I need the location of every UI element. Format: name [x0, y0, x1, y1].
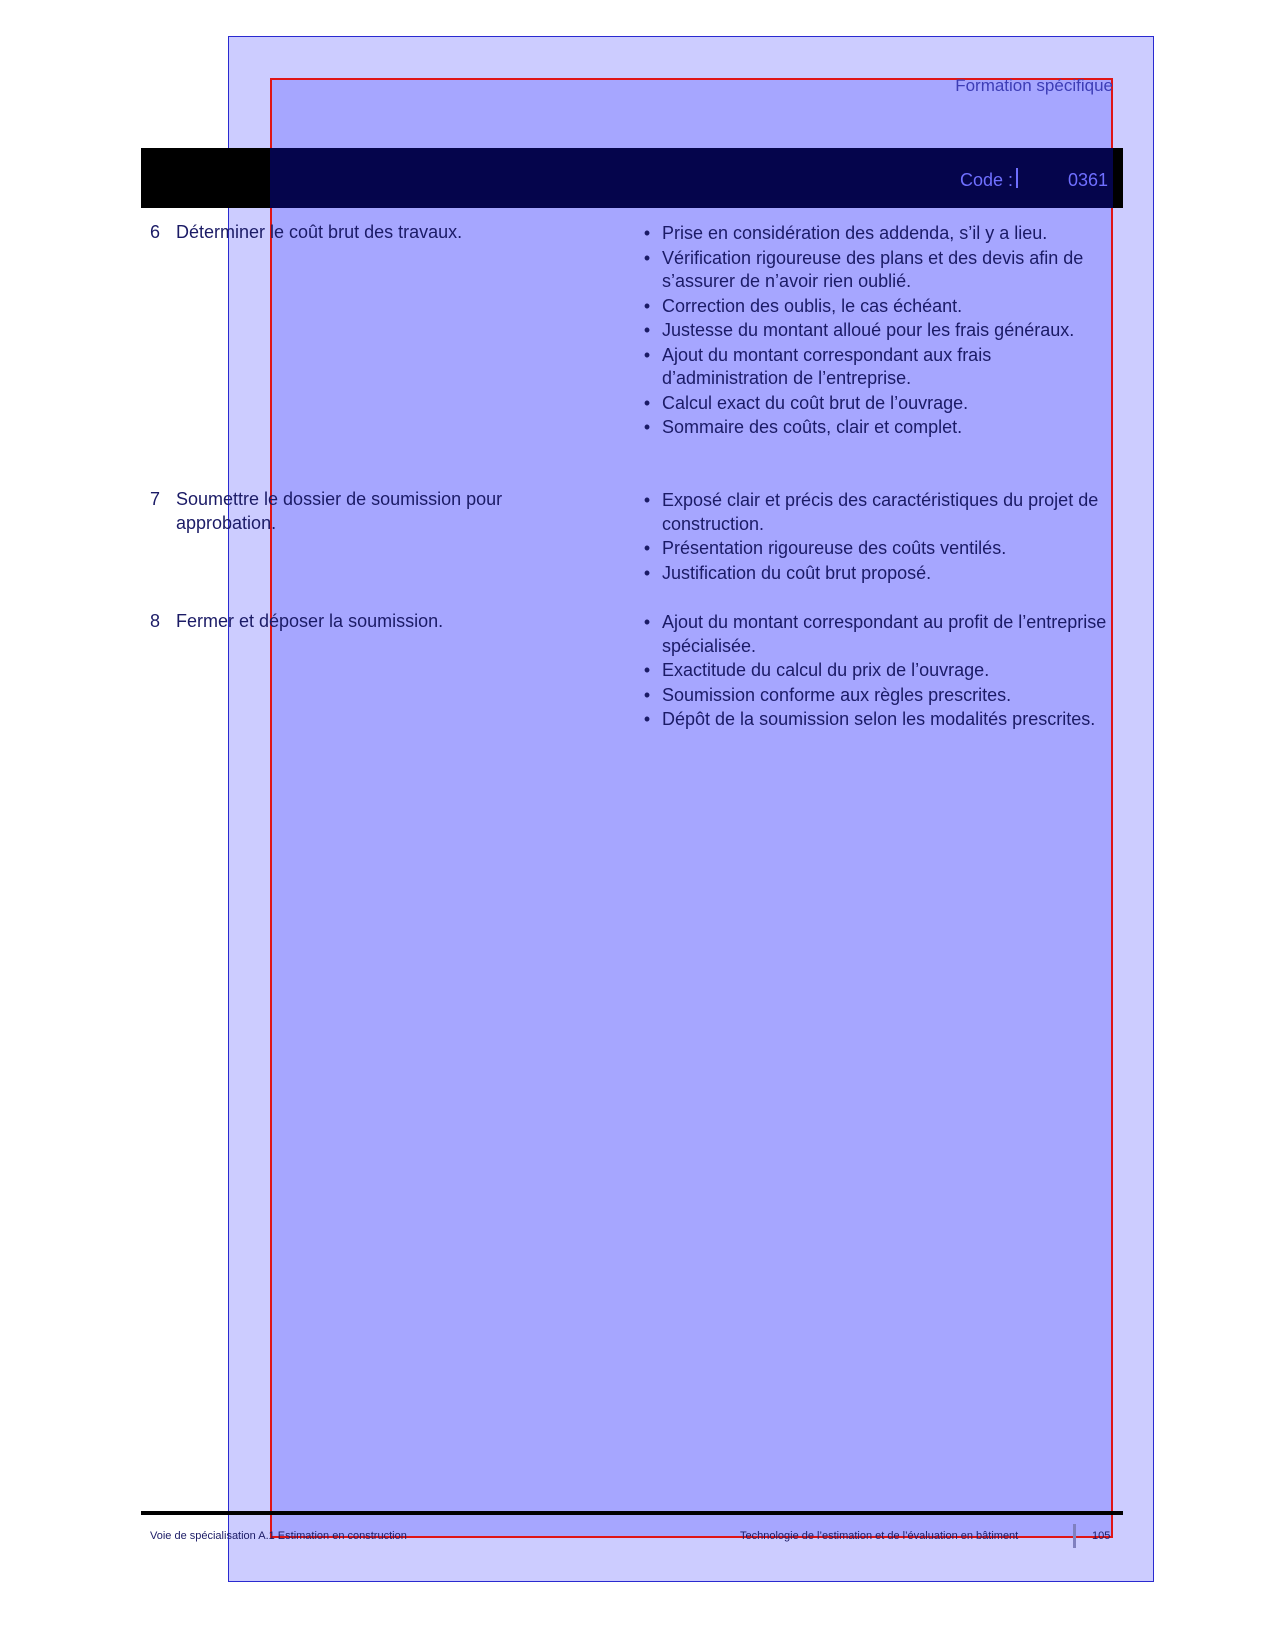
code-label: Code : [960, 170, 1014, 190]
bullet-icon: • [643, 562, 651, 583]
criteria-list-6 [640, 222, 1110, 440]
bullet-icon: • [643, 320, 651, 340]
code-separator [1016, 168, 1018, 188]
criterion-item: • Dépôt de la soumission selon les modalités prescrites. [640, 708, 1110, 732]
criterion-item: • Exposé clair et précis des caractéristiques du projet de construction. [640, 489, 1110, 536]
bullet-icon: • [643, 612, 651, 632]
step-number: 6 [150, 222, 161, 242]
page-number: 105 [1092, 1530, 1111, 1542]
bullet-icon: • [643, 417, 651, 437]
running-title: Formation spécifique [955, 76, 1113, 95]
step-number: 8 [150, 611, 161, 631]
step-8 [150, 609, 576, 633]
bullet-icon: • [643, 490, 651, 510]
criteria-list-7 [640, 489, 1110, 585]
criterion-item: • Calcul exact du coût brut de l’ouvrage. [640, 392, 1110, 416]
bullet-icon: • [643, 538, 651, 558]
code-value: 0361 [1068, 170, 1109, 190]
bullet-icon: • [643, 223, 651, 243]
bullet-icon: • [643, 392, 651, 413]
criteria-list-8 [640, 611, 1110, 732]
bullet-icon: • [643, 344, 651, 365]
criterion-item: • Sommaire des coûts, clair et complet. [640, 416, 1110, 440]
step-7 [150, 487, 566, 535]
bullet-icon: • [643, 709, 651, 729]
criterion-item: • Justesse du montant alloué pour les frais généraux. [640, 319, 1110, 343]
criterion-item: • Prise en considération des addenda, s’il y a lieu. [640, 222, 1110, 246]
step-text: Soumettre le dossier de soumission pour approbation. [176, 489, 503, 533]
criterion-item: • Ajout du montant correspondant aux frais d’administration de l’entreprise. [640, 344, 1110, 391]
criterion-item: • Exactitude du calcul du prix de l’ouvrage. [640, 659, 1110, 683]
criterion-item: • Présentation rigoureuse des coûts ventilés. [640, 537, 1110, 561]
footer-rule [141, 1511, 1123, 1515]
bullet-icon: • [643, 684, 651, 705]
step-number: 7 [150, 489, 161, 509]
step-6 [150, 220, 576, 244]
footer-separator [1073, 1524, 1076, 1548]
step-text: Fermer et déposer la soumission. [176, 611, 444, 631]
bullet-icon: • [643, 295, 651, 316]
footer-program: Voie de spécialisation A.1 Estimation en construction [150, 1530, 407, 1542]
bullet-icon: • [643, 247, 651, 268]
bullet-icon: • [643, 660, 651, 680]
criterion-item: • Soumission conforme aux règles prescrites. [640, 684, 1110, 708]
footer-title: Technologie de l’estimation et de l’évaluation en bâtiment [740, 1530, 1019, 1542]
criterion-item: • Vérification rigoureuse des plans et des devis afin de s’assurer de n’avoir rien oublié. [640, 247, 1110, 294]
criterion-item: • Correction des oublis, le cas échéant. [640, 295, 1110, 319]
criterion-item: • Justification du coût brut proposé. [640, 562, 1110, 586]
step-text: Déterminer le coût brut des travaux. [176, 222, 463, 242]
criterion-item: • Ajout du montant correspondant au profit de l’entreprise spécialisée. [640, 611, 1110, 658]
